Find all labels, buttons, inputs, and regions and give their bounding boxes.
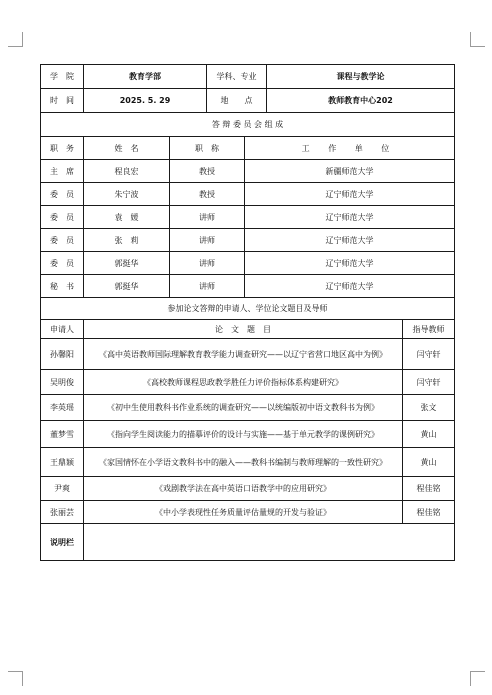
member-title: 讲师 xyxy=(170,252,245,275)
advisor-name: 闫守轩 xyxy=(403,370,455,395)
crop-mark-top-right xyxy=(470,32,485,47)
location-label: 地 点 xyxy=(207,89,267,113)
advisor-name: 闫守轩 xyxy=(403,339,455,370)
advisor-name: 程佳铭 xyxy=(403,501,455,524)
committee-col-role: 职 务 xyxy=(41,137,84,160)
crop-mark-bottom-right xyxy=(470,671,485,686)
member-role: 委 员 xyxy=(41,252,84,275)
thesis-topic: 《高中英语教师国际理解教育教学能力调查研究——以辽宁省营口地区高中为例》 xyxy=(84,339,403,370)
advisor-name: 张文 xyxy=(403,395,455,421)
member-unit: 辽宁师范大学 xyxy=(245,275,455,298)
thesis-header-row xyxy=(41,320,455,339)
member-unit: 辽宁师范大学 xyxy=(245,183,455,206)
member-title: 讲师 xyxy=(170,206,245,229)
member-role: 委 员 xyxy=(41,206,84,229)
applicant-name: 孙馨阳 xyxy=(41,339,84,370)
advisor-name: 黄山 xyxy=(403,448,455,477)
committee-col-title: 职 称 xyxy=(170,137,245,160)
thesis-row xyxy=(41,477,455,501)
committee-row xyxy=(41,183,455,206)
thesis-col-advisor: 指导教师 xyxy=(403,320,455,339)
member-title: 教授 xyxy=(170,183,245,206)
committee-row xyxy=(41,229,455,252)
thesis-col-topic: 论 文 题 目 xyxy=(84,320,403,339)
thesis-row xyxy=(41,395,455,421)
time-row xyxy=(41,89,455,113)
crop-mark-bottom-left xyxy=(8,671,23,686)
member-name: 郭挺华 xyxy=(84,252,170,275)
member-role: 秘 书 xyxy=(41,275,84,298)
thesis-section-row xyxy=(41,298,455,320)
major-label: 学科、专业 xyxy=(207,65,267,89)
committee-section-title: 答 辩 委 员 会 组 成 xyxy=(41,113,455,137)
thesis-row xyxy=(41,421,455,448)
applicant-name: 张丽芸 xyxy=(41,501,84,524)
thesis-topic: 《中小学表现性任务质量评估量规的开发与验证》 xyxy=(84,501,403,524)
committee-section-row xyxy=(41,113,455,137)
thesis-col-applicant: 申请人 xyxy=(41,320,84,339)
major-value: 课程与教学论 xyxy=(267,65,455,89)
member-name: 袁 媛 xyxy=(84,206,170,229)
member-role: 主 席 xyxy=(41,160,84,183)
time-value: 2025. 5. 29 xyxy=(84,89,207,113)
member-name: 程良宏 xyxy=(84,160,170,183)
member-role: 委 员 xyxy=(41,183,84,206)
member-title: 讲师 xyxy=(170,275,245,298)
college-row xyxy=(41,65,455,89)
thesis-topic: 《高校教师课程思政教学胜任力评价指标体系构建研究》 xyxy=(84,370,403,395)
advisor-name: 程佳铭 xyxy=(403,477,455,501)
member-title: 讲师 xyxy=(170,229,245,252)
thesis-topic: 《戏剧教学法在高中英语口语教学中的应用研究》 xyxy=(84,477,403,501)
member-name: 张 莉 xyxy=(84,229,170,252)
college-label: 学 院 xyxy=(41,65,84,89)
committee-row xyxy=(41,206,455,229)
committee-col-name: 姓 名 xyxy=(84,137,170,160)
committee-row xyxy=(41,252,455,275)
college-value: 教育学部 xyxy=(84,65,207,89)
location-value: 教师教育中心202 xyxy=(267,89,455,113)
applicant-name: 尹爽 xyxy=(41,477,84,501)
member-unit: 辽宁师范大学 xyxy=(245,206,455,229)
notes-content xyxy=(84,524,455,561)
applicant-name: 吴明俊 xyxy=(41,370,84,395)
member-unit: 新疆师范大学 xyxy=(245,160,455,183)
thesis-row xyxy=(41,339,455,370)
time-label: 时 间 xyxy=(41,89,84,113)
member-name: 郭挺华 xyxy=(84,275,170,298)
thesis-section-title: 参加论文答辩的申请人、学位论文题目及导师 xyxy=(41,298,455,320)
applicant-name: 王鼎颖 xyxy=(41,448,84,477)
crop-mark-top-left xyxy=(8,32,23,47)
thesis-topic: 《初中生使用教科书作业系统的调查研究——以统编版初中语文教科书为例》 xyxy=(84,395,403,421)
member-unit: 辽宁师范大学 xyxy=(245,229,455,252)
thesis-row xyxy=(41,501,455,524)
defense-record-table xyxy=(40,64,455,561)
committee-header-row xyxy=(41,137,455,160)
member-unit: 辽宁师范大学 xyxy=(245,252,455,275)
thesis-row xyxy=(41,448,455,477)
notes-label: 说明栏 xyxy=(41,524,84,561)
applicant-name: 董梦雪 xyxy=(41,421,84,448)
thesis-topic: 《家国情怀在小学语文教科书中的融入——教科书编制与教师理解的一致性研究》 xyxy=(84,448,403,477)
thesis-row xyxy=(41,370,455,395)
applicant-name: 李英瑶 xyxy=(41,395,84,421)
thesis-topic: 《指向学生阅读能力的描摹评价的设计与实施——基于单元教学的课例研究》 xyxy=(84,421,403,448)
committee-row xyxy=(41,275,455,298)
committee-col-unit: 工 作 单 位 xyxy=(245,137,455,160)
committee-row xyxy=(41,160,455,183)
advisor-name: 黄山 xyxy=(403,421,455,448)
notes-row xyxy=(41,524,455,561)
member-role: 委 员 xyxy=(41,229,84,252)
member-name: 朱宁波 xyxy=(84,183,170,206)
member-title: 教授 xyxy=(170,160,245,183)
